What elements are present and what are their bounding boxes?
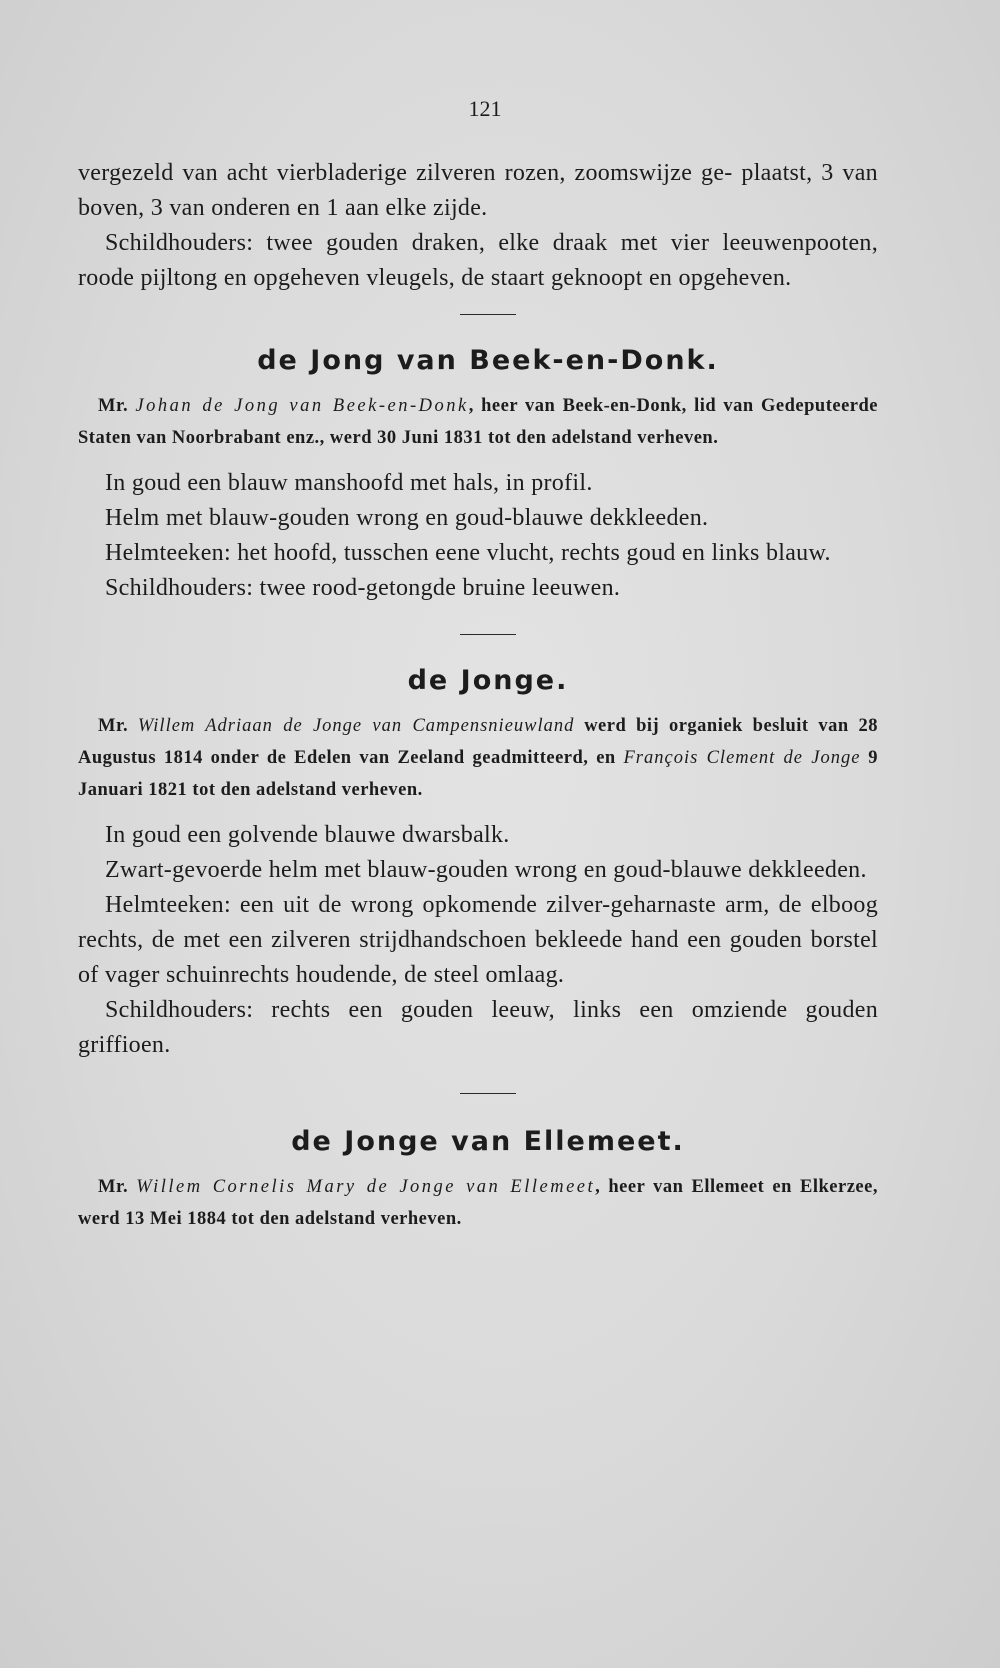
person-name: Johan de Jong van Beek-en-Donk xyxy=(135,396,469,416)
section-heading: de Jonge. xyxy=(407,665,569,696)
blazon-line: Helmteeken: het hoofd, tusschen eene vlucht, rechts goud en links blauw. xyxy=(105,540,831,566)
intro-paragraph xyxy=(78,156,878,226)
blazon-line: Schildhouders: rechts een gouden leeuw, links een omziende gouden griffioen. xyxy=(78,997,878,1058)
person-name: Willem Adriaan de Jonge van Campensnieuwland xyxy=(137,716,575,736)
section-heading: de Jonge van Ellemeet. xyxy=(291,1126,685,1157)
intro-line: Schildhouders: twee gouden draken, elke draak met vier xyxy=(105,230,710,256)
person-name: François Clement de Jonge xyxy=(623,748,861,768)
blazon-line: Helmteeken: een uit de wrong opkomende zilver-geharnaste arm, de elboog rechts, de met een zilveren strijdhandschoen bekleede hand een gouden borstel of vager schuinrechts houdende, de steel omlaag. xyxy=(78,892,878,988)
blazon-line: In goud een blauw manshoofd met hals, in profil. xyxy=(105,470,593,496)
blazon-line: Helm met blauw-gouden wrong en goud-blauwe dekkleeden. xyxy=(105,505,709,531)
blazon-line: Zwart-gevoerde helm met blauw-gouden wrong en goud-blauwe dekkleeden. xyxy=(105,857,867,883)
intro-line: vergezeld van acht vierbladerige zilveren rozen, zoomswijze ge- xyxy=(78,160,733,186)
section-intro: Mr. Johan de Jong van Beek-en-Donk, heer van Beek-en-Donk, lid van Gedeputeerde Staten van Noorbrabant enz., werd 30 Juni 1831 tot den adelstand verheven. xyxy=(78,396,878,448)
blazon-line: Schildhouders: twee rood-getongde bruine leeuwen. xyxy=(105,575,621,601)
section-divider xyxy=(460,1093,516,1094)
page-number: 121 xyxy=(468,96,502,121)
intro-line: plaatst, 3 van boven, 3 van onderen en 1 aan elke zijde. xyxy=(78,160,878,221)
section-divider xyxy=(460,314,516,315)
blazon-line: In goud een golvende blauwe dwarsbalk. xyxy=(105,822,510,848)
intro-paragraph xyxy=(78,226,878,296)
section-intro: Mr. Willem Adriaan de Jonge van Campensnieuwland werd bij organiek besluit van 28 Augustus 1814 onder de Edelen van Zeeland geadmitteerd, en François Clement de Jonge 9 Januari 1821 tot den adelstand verheven. xyxy=(78,716,879,800)
intro-line: leeuwenpooten, roode pijltong en opgeheven vleugels, de staart xyxy=(78,230,878,291)
intro-line: geknoopt en opgeheven. xyxy=(550,265,792,291)
section-intro: Mr. Willem Cornelis Mary de Jonge van Ellemeet, heer van Ellemeet en Elkerzee, werd 13 Mei 1884 tot den adelstand verheven. xyxy=(78,1177,878,1229)
page-content xyxy=(78,156,878,1235)
section-divider xyxy=(460,634,516,635)
person-name: Willem Cornelis Mary de Jonge van Ellemeet xyxy=(136,1177,596,1197)
section-heading: de Jong van Beek-en-Donk. xyxy=(257,345,719,376)
